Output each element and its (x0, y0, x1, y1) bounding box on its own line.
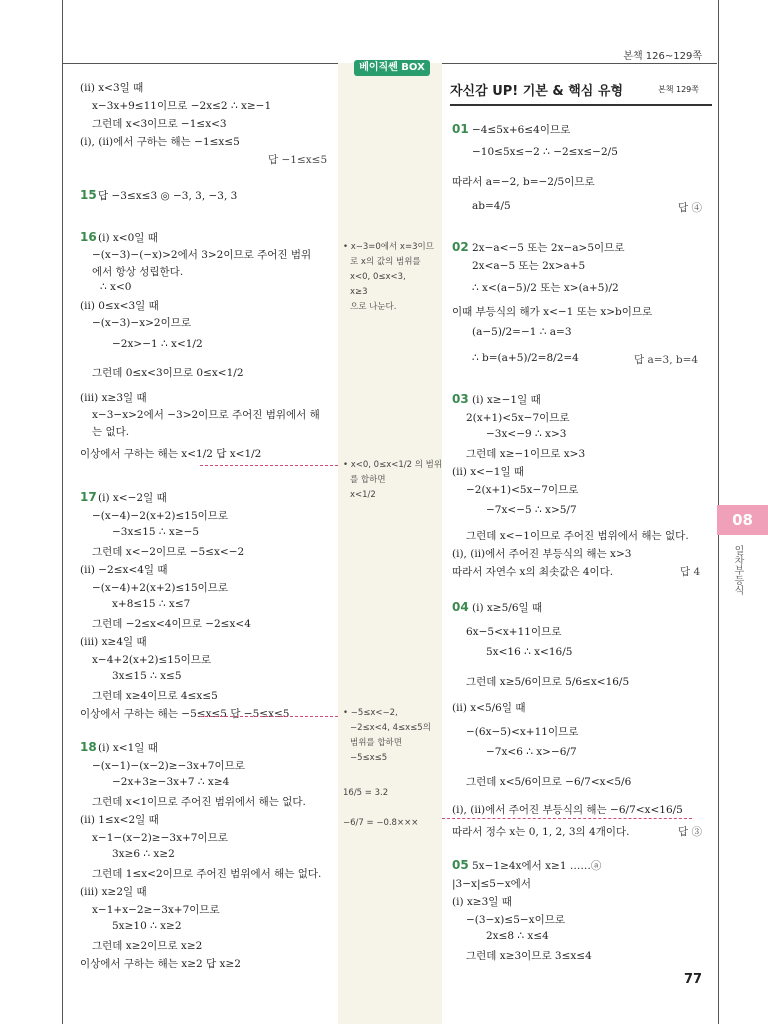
side-note-line: • x−3=0에서 x=3이므 (343, 242, 434, 252)
text-line: 이상에서 구하는 해는 x<1/2 답 x<1/2 (80, 448, 262, 460)
side-note-line: −6/7 = −0.8××× (343, 818, 419, 828)
text-line: 이상에서 구하는 해는 −5≤x≤5 답 −5≤x≤5 (80, 708, 290, 720)
text-line: x+8≤15 ∴ x≤7 (112, 598, 191, 610)
text-line: −2x+3≥−3x+7 ∴ x≥4 (112, 776, 230, 788)
dash-04 (442, 818, 692, 819)
text-line: x−3−x>2에서 −3>2이므로 주어진 범위에서 해 (92, 409, 320, 421)
text-line: |3−x|≤5−x에서 (452, 878, 531, 890)
side-note-line: x≥3 (350, 287, 368, 297)
side-note-line: 로 x의 값의 범위를 (350, 257, 421, 267)
text-line: 그런데 x<5/6이므로 −6/7<x<5/6 (466, 776, 632, 788)
text-line: ∴ x<0 (100, 281, 132, 293)
text-line: x−4+2(x+2)≤15이므로 (92, 654, 212, 666)
text-line: ∴ b=(a+5)/2=8/2=4 (472, 352, 579, 364)
text-line: 에서 항상 성립한다. (92, 266, 184, 278)
text-line: 그런데 x<1이므로 주어진 범위에서 해는 없다. (92, 796, 306, 808)
text-line: 2x≤8 ∴ x≤4 (486, 930, 549, 942)
text-line: −(x−3)−x>2이므로 (92, 317, 192, 329)
text-line: −(x−4)+2(x+2)≤15이므로 (92, 582, 229, 594)
text-line: 02 (452, 240, 469, 254)
section-title: 자신감 UP! 기본 & 핵심 유형 (450, 84, 624, 99)
side-note-line: x<1/2 (350, 490, 376, 500)
text-line: −3x<−9 ∴ x>3 (486, 428, 567, 440)
side-note-line: • −5≤x<−2, (343, 708, 398, 718)
side-note-line: 16/5 = 3.2 (343, 788, 389, 798)
text-line: (ⅱ) 0≤x<3일 때 (80, 300, 159, 312)
text-line: (ⅰ), (ⅱ)에서 구하는 해는 −1≤x≤5 (80, 136, 240, 148)
chapter-title: 일차부등식 (732, 545, 743, 595)
text-line: 그런데 x<−1이므로 주어진 범위에서 해는 없다. (466, 530, 689, 542)
text-line: (ⅰ), (ⅱ)에서 주어진 부등식의 해는 x>3 (452, 548, 632, 560)
text-line: (ⅱ) x<−1일 때 (452, 466, 525, 478)
text-line: −2x>−1 ∴ x<1/2 (112, 338, 203, 350)
text-line: (ⅲ) x≥4일 때 (80, 636, 147, 648)
text-line: (ⅰ) x≥−1일 때 (472, 394, 541, 406)
side-note-line: 으로 나눈다. (350, 302, 397, 312)
chapter-tab: 08 (717, 505, 768, 535)
text-line: ∴ x<(a−5)/2 또는 x>(a+5)/2 (472, 282, 619, 294)
text-line: x−1−(x−2)≥−3x+7이므로 (92, 832, 228, 844)
text-line: −7x<6 ∴ x>−6/7 (486, 746, 577, 758)
text-line: 따라서 a=−2, b=−2/5이므로 (452, 176, 595, 188)
text-line: x−1+x−2≥−3x+7이므로 (92, 904, 220, 916)
text-line: −7x<−5 ∴ x>5/7 (486, 504, 577, 516)
text-line: −2(x+1)<5x−7이므로 (466, 484, 579, 496)
side-note-column (338, 63, 442, 1024)
side-note-line: −5≤x≤5 (350, 753, 388, 763)
text-line: 그런데 x≥5/6이므로 5/6≤x<16/5 (466, 676, 630, 688)
text-line: 는 없다. (92, 426, 130, 438)
text-line: (a−5)/2=−1 ∴ a=3 (472, 326, 572, 338)
text-line: (ⅰ) x<1일 때 (98, 742, 158, 754)
text-line: −(6x−5)<x+11이므로 (466, 726, 579, 738)
text-line: −4≤5x+6≤4이므로 (472, 124, 571, 136)
text-line: (ⅱ) x<5/6일 때 (452, 702, 526, 714)
section-header (450, 80, 699, 99)
text-line: (ⅰ) x≥3일 때 (452, 896, 512, 908)
side-note-line: • x<0, 0≤x<1/2 의 범위 (343, 460, 443, 470)
text-line: ab=4/5 (472, 200, 511, 212)
text-line: 따라서 자연수 x의 최솟값은 4이다. (452, 566, 614, 578)
text-line: (ⅲ) x≥2일 때 (80, 886, 147, 898)
side-note-line: −2≤x<4, 4≤x≤5의 (350, 723, 431, 733)
side-note-line: 범위를 합하면 (350, 738, 402, 748)
text-line: 그런데 1≤x<2이므로 주어진 범위에서 해는 없다. (92, 868, 322, 880)
text-line: 5x≥10 ∴ x≥2 (112, 920, 182, 932)
text-line: 5x−1≥4x에서 x≥1 ……ⓐ (472, 860, 602, 872)
text-line: 2(x+1)<5x−7이므로 (466, 412, 570, 424)
text-line: (ⅱ) x<3일 때 (80, 82, 144, 94)
dash-16 (200, 465, 338, 466)
text-line: 이때 부등식의 해가 x<−1 또는 x>b이므로 (452, 306, 653, 318)
page-number: 77 (684, 972, 703, 987)
text-line: −(x−1)−(x−2)≥−3x+7이므로 (92, 760, 245, 772)
text-line: (ⅱ) 1≤x<2일 때 (80, 814, 159, 826)
text-line: 01 (452, 122, 469, 136)
dash-17 (200, 716, 338, 717)
section-rule (450, 104, 712, 106)
text-line: 04 (452, 600, 469, 614)
text-line: (ⅱ) −2≤x<4일 때 (80, 564, 168, 576)
text-line: 16 (80, 230, 97, 244)
text-line: 따라서 정수 x는 0, 1, 2, 3의 4개이다. (452, 826, 630, 838)
text-line: 05 (452, 858, 469, 872)
text-line: 18 (80, 740, 97, 754)
text-line: 그런데 0≤x<3이므로 0≤x<1/2 (92, 367, 244, 379)
text-line: (ⅰ), (ⅱ)에서 주어진 부등식의 해는 −6/7<x<16/5 (452, 804, 683, 816)
side-note-line: 를 합하면 (350, 475, 386, 485)
text-line: 답 4 (680, 566, 701, 578)
text-line: 15 (80, 188, 97, 202)
text-line: 2x−a<−5 또는 2x−a>5이므로 (472, 242, 625, 254)
text-line: −(x−4)−2(x+2)≤15이므로 (92, 510, 229, 522)
text-line: 03 (452, 392, 469, 406)
text-line: 답 ④ (678, 202, 702, 214)
text-line: 그런데 x<3이므로 −1≤x<3 (92, 118, 227, 130)
text-line: (ⅰ) x<−2일 때 (98, 492, 167, 504)
text-line: 17 (80, 490, 97, 504)
text-line: 그런데 x<−2이므로 −5≤x<−2 (92, 546, 245, 558)
text-line: 6x−5<x+11이므로 (466, 626, 562, 638)
text-line: 답 ③ (678, 826, 702, 838)
section-reference: 본책 129쪽 (658, 85, 699, 94)
text-line: −(x−3)−(−x)>2에서 3>2이므로 주어진 범위 (92, 249, 312, 261)
text-line: 2x<a−5 또는 2x>a+5 (472, 260, 586, 272)
text-line: 그런데 x≥4이므로 4≤x≤5 (92, 690, 218, 702)
text-line: 그런데 x≥3이므로 3≤x≤4 (466, 950, 592, 962)
text-line: 5x<16 ∴ x<16/5 (486, 646, 573, 658)
text-line: 이상에서 구하는 해는 x≥2 답 x≥2 (80, 958, 241, 970)
text-line: 그런데 x≥2이므로 x≥2 (92, 940, 203, 952)
text-line: (ⅰ) x<0일 때 (98, 232, 158, 244)
text-line: −(3−x)≤5−x이므로 (466, 914, 566, 926)
text-line: 답 −3≤x≤3 ◎ −3, 3, −3, 3 (98, 190, 238, 202)
text-line: (ⅲ) x≥3일 때 (80, 392, 147, 404)
text-line: 3x≤15 ∴ x≤5 (112, 670, 182, 682)
page-reference: 본책 126~129쪽 (623, 51, 702, 62)
text-line: −10≤5x≤−2 ∴ −2≤x≤−2/5 (472, 146, 618, 158)
text-line: 3x≥6 ∴ x≥2 (112, 848, 175, 860)
text-line: (ⅰ) x≥5/6일 때 (472, 602, 543, 614)
text-line: x−3x+9≤11이므로 −2x≤2 ∴ x≥−1 (92, 100, 272, 112)
side-note-line: x<0, 0≤x<3, (350, 272, 406, 282)
text-line: 답 a=3, b=4 (634, 354, 699, 366)
text-line: 답 −1≤x≤5 (268, 154, 328, 166)
text-line: 그런데 −2≤x<4이므로 −2≤x<4 (92, 618, 251, 630)
text-line: −3x≤15 ∴ x≥−5 (112, 526, 200, 538)
basic-box-badge: 베이직쎈 BOX (354, 60, 430, 76)
text-line: 그런데 x≥−1이므로 x>3 (466, 448, 586, 460)
